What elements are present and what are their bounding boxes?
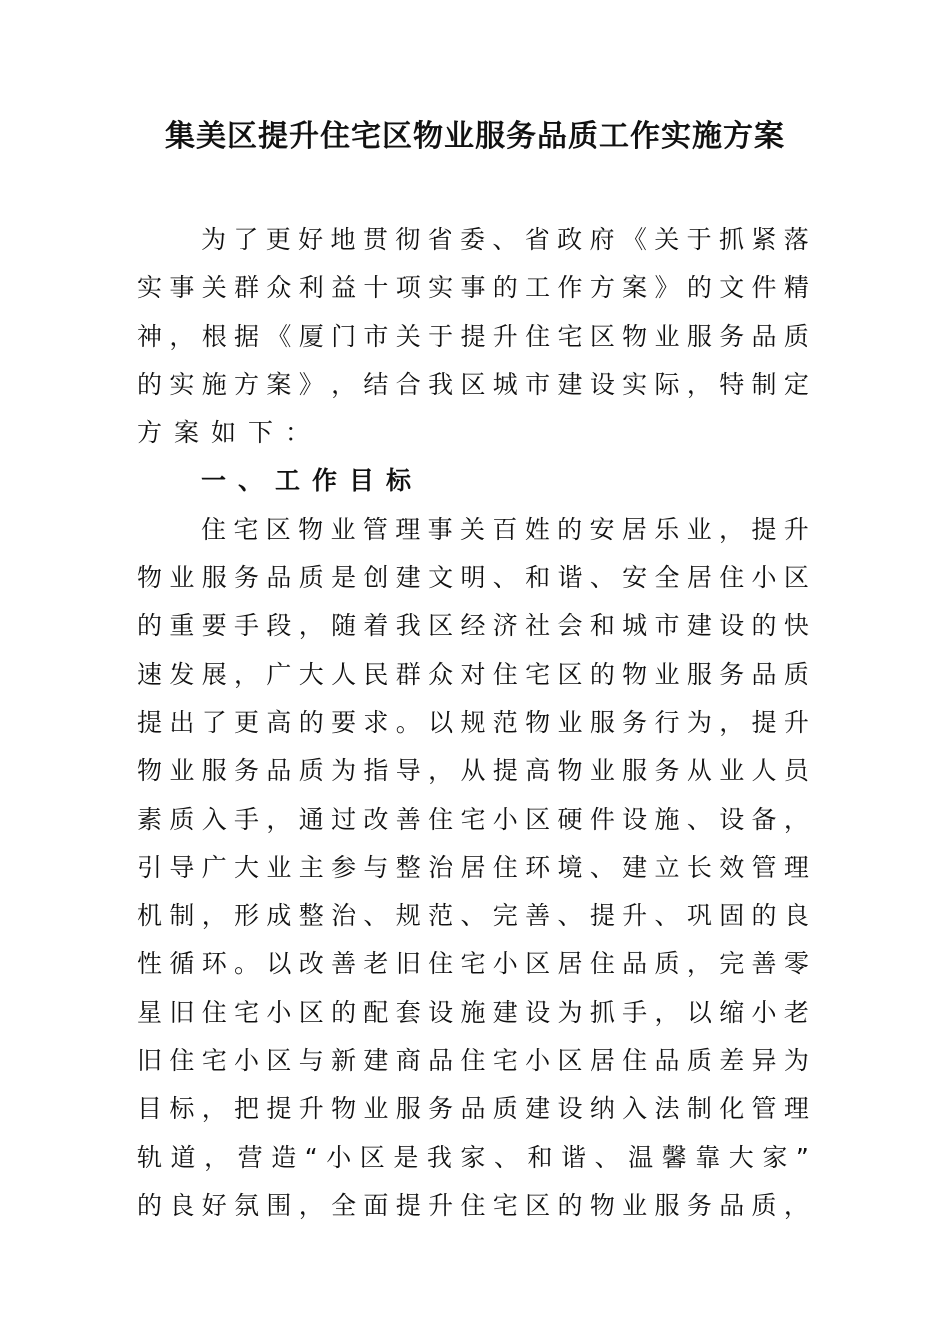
document-title: 集美区提升住宅区物业服务品质工作实施方案 (165, 119, 785, 154)
text-line: 实 事 关 群 众 利 益 十 项 实 事 的 工 作 方 案 》 的 文 件 精 (137, 273, 809, 303)
text-line: 为 了 更 好 地 贯 彻 省 委 、 省 政 府 《 关 于 抓 紧 落 (201, 225, 809, 254)
text-line: 引 导 广 大 业 主 参 与 整 治 居 住 环 境 、 建 立 长 效 管 理 (137, 852, 809, 882)
text-line: 轨 道 ， 营 造 “ 小 区 是 我 家 、 和 谐 、 温 馨 靠 大 家 ” (137, 1142, 809, 1172)
text-line: 物 业 服 务 品 质 为 指 导 ， 从 提 高 物 业 服 务 从 业 人 员 (137, 756, 809, 786)
text-line: 星 旧 住 宅 小 区 的 配 套 设 施 建 设 为 抓 手 ， 以 缩 小 老 (137, 997, 809, 1027)
text-line: 的 重 要 手 段 ， 随 着 我 区 经 济 社 会 和 城 市 建 设 的 快 (137, 611, 809, 641)
text-line: 速 发 展 ， 广 大 人 民 群 众 对 住 宅 区 的 物 业 服 务 品 质 (137, 659, 809, 689)
text-line: 性 循 环 。 以 改 善 老 旧 住 宅 小 区 居 住 品 质 ， 完 善 零 (137, 949, 809, 979)
document-body (137, 216, 809, 1230)
section-heading: 一、工作目标 (201, 466, 424, 496)
text-line: 素 质 入 手 ， 通 过 改 善 住 宅 小 区 硬 件 设 施 、 设 备 ， (137, 804, 809, 834)
text-line: 的 实 施 方 案 》 ， 结 合 我 区 城 市 建 设 实 际 ， 特 制 定 (137, 369, 809, 399)
text-line: 住 宅 区 物 业 管 理 事 关 百 姓 的 安 居 乐 业 ， 提 升 (201, 514, 809, 544)
text-line: 提 出 了 更 高 的 要 求 。 以 规 范 物 业 服 务 行 为 ， 提 升 (137, 707, 809, 737)
text-line: 机 制 ， 形 成 整 治 、 规 范 、 完 善 、 提 升 、 巩 固 的 良 (137, 901, 809, 931)
text-line: 目 标 ， 把 提 升 物 业 服 务 品 质 建 设 纳 入 法 制 化 管 理 (137, 1094, 809, 1124)
text-line: 方案如下： (137, 418, 323, 448)
text-line: 神 ， 根 据 《 厦 门 市 关 于 提 升 住 宅 区 物 业 服 务 品 质 (137, 321, 809, 351)
text-line: 的 良 好 氛 围 ， 全 面 提 升 住 宅 区 的 物 业 服 务 品 质 ， (137, 1190, 809, 1220)
text-line: 物 业 服 务 品 质 是 创 建 文 明 、 和 谐 、 安 全 居 住 小 区 (137, 563, 809, 593)
text-line: 旧 住 宅 小 区 与 新 建 商 品 住 宅 小 区 居 住 品 质 差 异 为 (137, 1046, 809, 1076)
